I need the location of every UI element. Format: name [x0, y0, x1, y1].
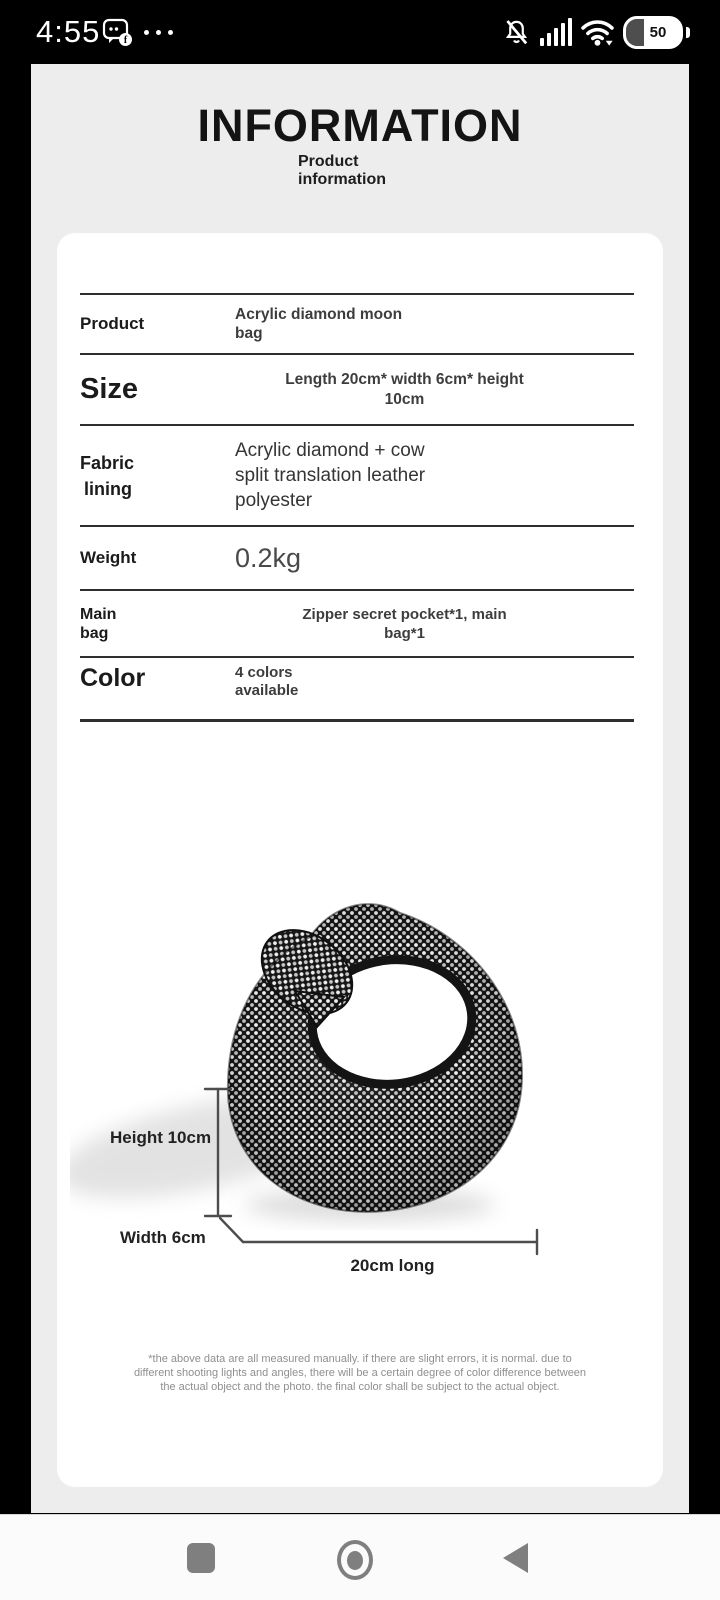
row-value: Acrylic diamond moon bag [235, 306, 403, 342]
row-value: Acrylic diamond + cow split translation leather polyester [235, 440, 426, 511]
home-icon[interactable] [337, 1540, 373, 1580]
row-label: Fabric lining [80, 452, 135, 499]
row-label: Main bag [80, 605, 117, 642]
table-row-size [80, 353, 634, 424]
row-label: Product [80, 314, 145, 333]
length-dimension-label: 20cm long [350, 1256, 435, 1275]
status-indicators [502, 16, 690, 48]
table-row-weight [80, 525, 634, 589]
clock: 4:55 [36, 14, 101, 49]
disclaimer-text: *the above data are all measured manually. if there are slight errors, it is normal. due to different shooting lights and angles, there will be a certain degree of color difference between the actual object and the photo. the final color shall be subject to the actual object. [133, 1353, 587, 1393]
table-row-main-bag [80, 589, 634, 656]
row-value: Length 20cm* width 6cm* height 10cm [285, 370, 524, 408]
table-row-fabric-lining [80, 424, 634, 525]
status-bar [0, 0, 720, 64]
back-icon[interactable] [503, 1543, 528, 1573]
wifi-icon [581, 18, 614, 47]
row-value: 0.2kg [235, 542, 302, 573]
row-value: Zipper secret pocket*1, main bag*1 [302, 605, 507, 642]
android-nav-bar [0, 1514, 720, 1600]
height-dimension-label: Height 10cm [110, 1128, 212, 1147]
page-subtitle: Product information [298, 153, 386, 188]
ellipsis-icon [144, 30, 173, 35]
width-dimension-label: Width 6cm [120, 1228, 206, 1247]
page-title: INFORMATION [197, 100, 523, 151]
table-row-product [80, 293, 634, 353]
battery-icon [623, 16, 683, 49]
battery-nub [686, 27, 690, 38]
recents-icon[interactable] [187, 1543, 215, 1573]
row-label: Color [80, 664, 146, 692]
bell-muted-icon [502, 18, 531, 47]
chat-bubble-icon [102, 18, 134, 48]
row-label: Size [80, 373, 139, 405]
row-value: 4 colors available [235, 664, 299, 699]
spec-table [80, 293, 634, 722]
signal-icon [540, 18, 572, 46]
table-row-color [80, 656, 634, 722]
svg-text:f: f [123, 35, 128, 46]
row-label: Weight [80, 548, 137, 567]
battery-percent: 50 [649, 23, 667, 41]
